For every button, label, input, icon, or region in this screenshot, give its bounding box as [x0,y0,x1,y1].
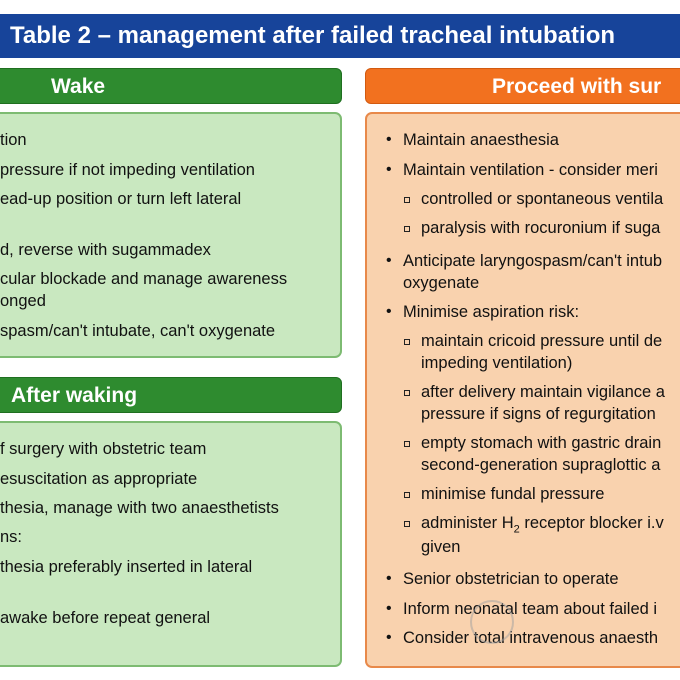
proceed-line: empty stomach with gastric drain [421,434,662,452]
table-title: Table 2 – management after failed tracheal intubation [0,14,680,58]
wake-header: Wake [0,68,342,104]
proceed-line: Anticipate laryngospasm/can't intub [403,252,663,270]
wake-line: cular blockade and manage awareness [0,270,288,288]
wake-line: ead-up position or turn left lateral [0,190,242,208]
proceed-line: impeding ventilation) [421,354,573,372]
wake-line: onged [0,292,46,310]
sub-bullet-icon [404,441,410,447]
after-waking-line: ns: [0,528,23,546]
wake-line: spasm/can't intubate, can't oxygenate [0,322,276,340]
proceed-line: Senior obstetrician to operate [403,570,619,588]
after-waking-line: f surgery with obstetric team [0,440,207,458]
wake-line: d, reverse with sugammadex [0,241,211,259]
proceed-line: Inform neonatal team about failed i [403,600,658,618]
proceed-line: oxygenate [403,274,480,292]
watermark-logo-icon [470,600,514,644]
after-waking-header: After waking [0,377,342,413]
bullet-icon: • [386,161,392,178]
proceed-line: pressure if signs of regurgitation [421,405,656,423]
sub-bullet-icon [404,226,410,232]
sub-bullet-icon [404,492,410,498]
sub-bullet-icon [404,390,410,396]
proceed-line: controlled or spontaneous ventila [421,190,664,208]
proceed-line: Maintain ventilation - consider meri [403,161,658,179]
proceed-line: second-generation supraglottic a [421,456,661,474]
after-waking-line: awake before repeat general [0,609,211,627]
bullet-icon: • [386,252,392,269]
bullet-icon: • [386,303,392,320]
after-waking-line: thesia, manage with two anaesthetists [0,499,279,517]
after-waking-line: esuscitation as appropriate [0,470,198,488]
wake-line: pressure if not impeding ventilation [0,161,255,179]
proceed-line: Minimise aspiration risk: [403,303,580,321]
sub-bullet-icon [404,197,410,203]
bullet-icon: • [386,570,392,587]
sub-bullet-icon [404,521,410,527]
proceed-line: minimise fundal pressure [421,485,605,503]
wake-line: tion [0,131,27,149]
proceed-line: given [421,538,461,556]
proceed-line: maintain cricoid pressure until de [421,332,663,350]
sub-bullet-icon [404,339,410,345]
after-waking-line: thesia preferably inserted in lateral [0,558,253,576]
proceed-line: administer $H_2$ receptor blocker i.v [421,514,664,536]
proceed-line: Consider total intravenous anaesth [403,629,658,647]
proceed-line: Maintain anaesthesia [403,131,559,149]
bullet-icon: • [386,600,392,617]
bullet-icon: • [386,629,392,646]
proceed-line: paralysis with rocuronium if suga [421,219,661,237]
bullet-icon: • [386,131,392,148]
proceed-line: after delivery maintain vigilance a [421,383,665,401]
proceed-header: Proceed with sur [365,68,680,104]
